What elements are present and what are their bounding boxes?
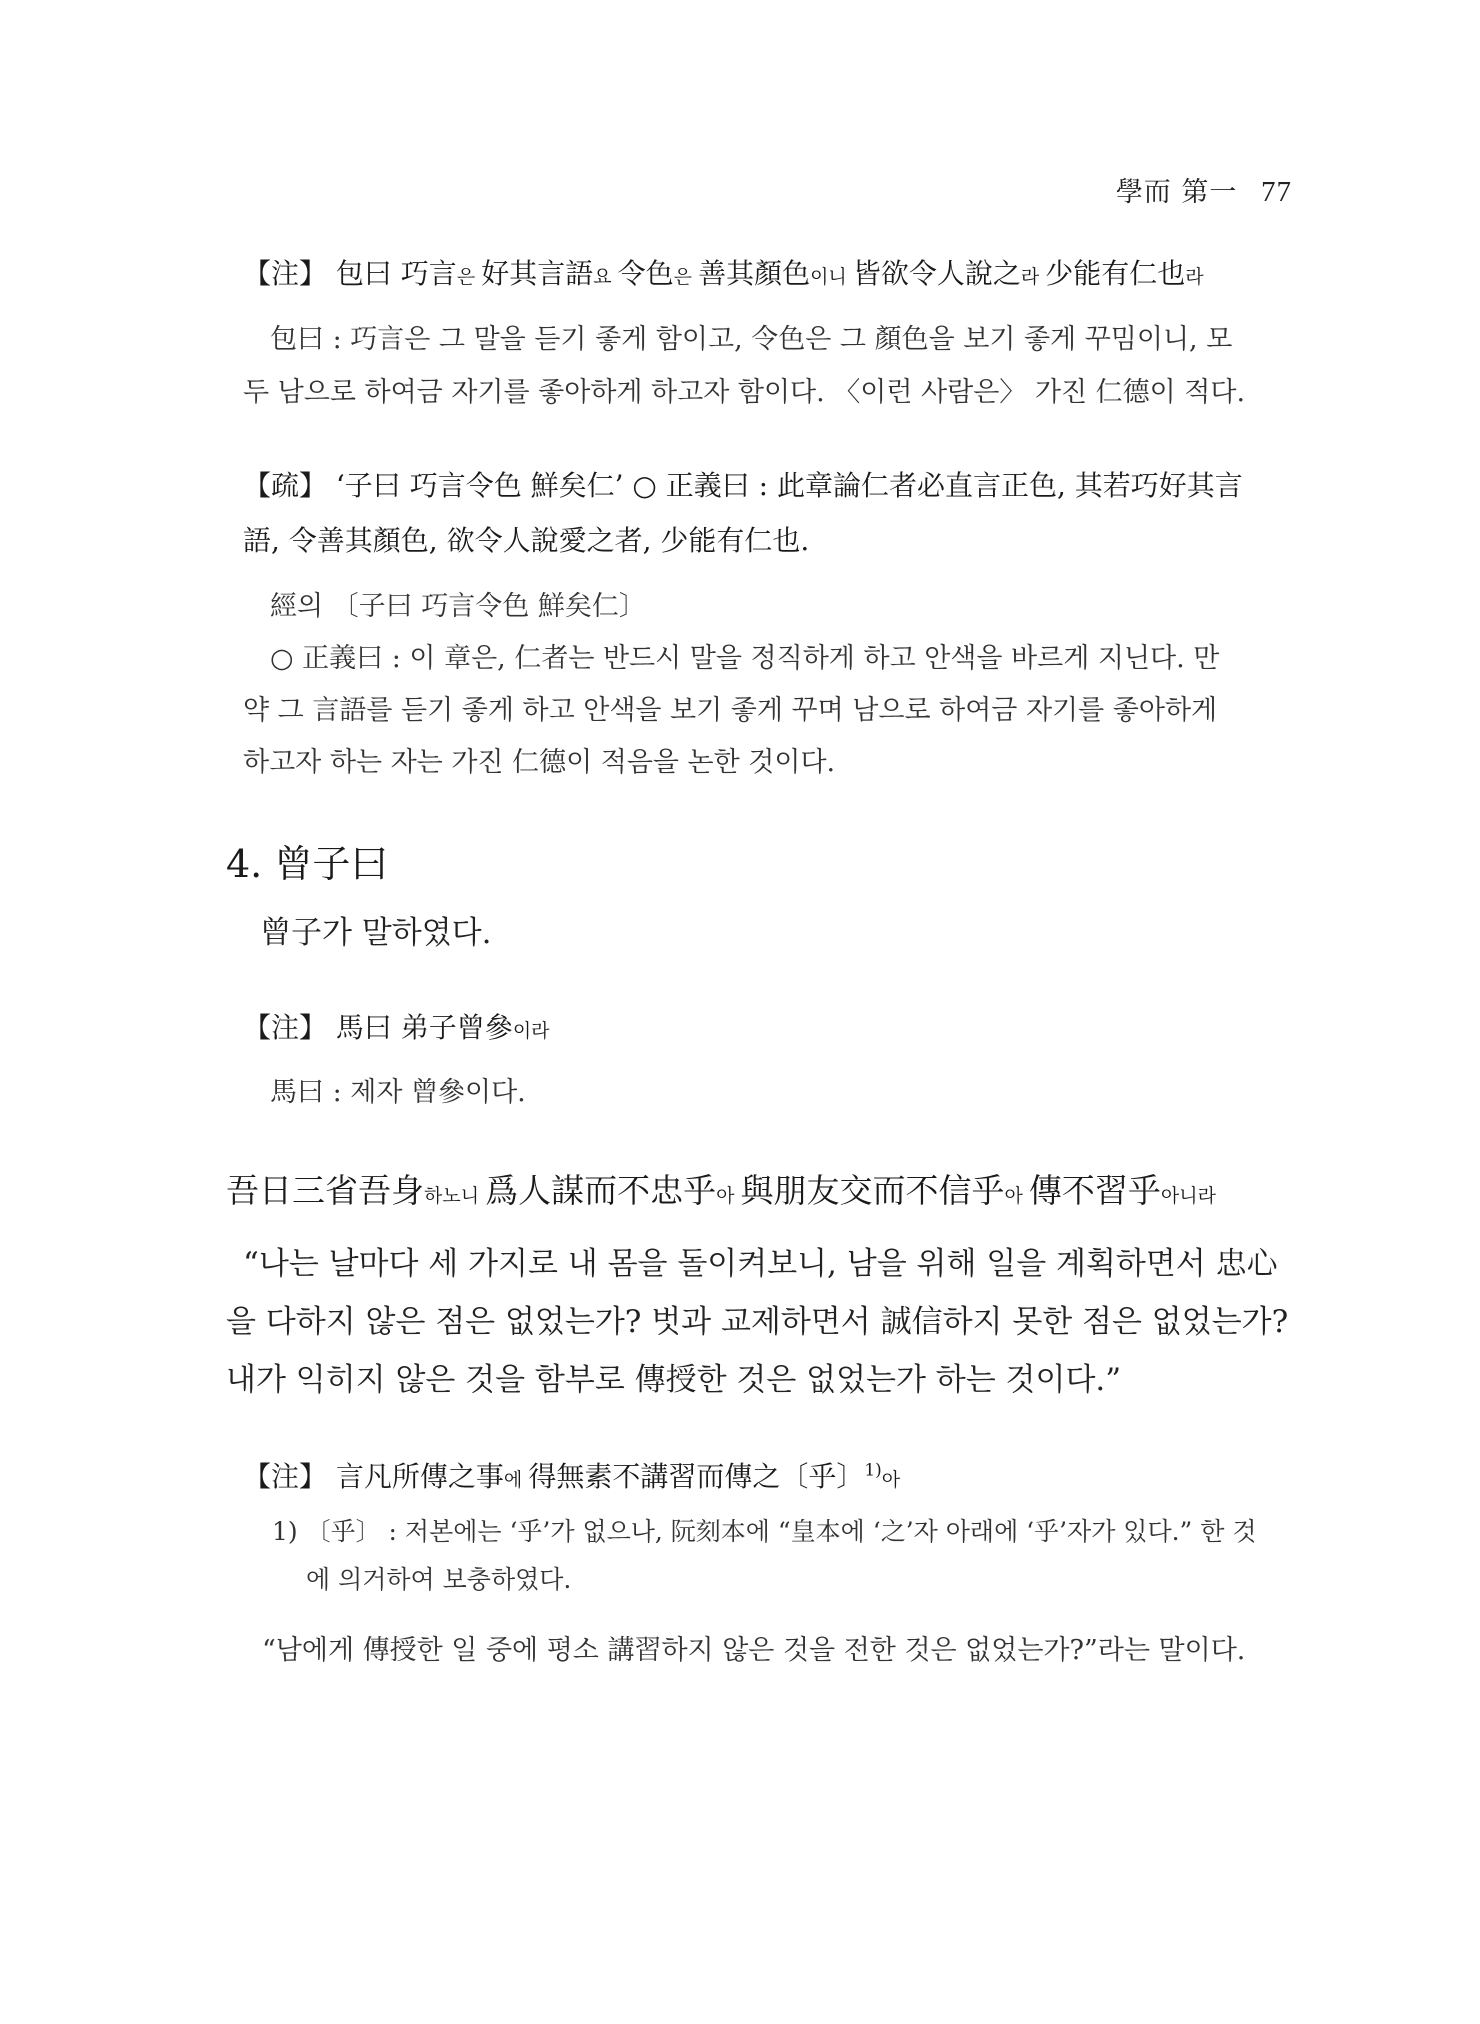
- particle-text: 이라: [512, 1020, 550, 1042]
- annotation-line: [243, 464, 1243, 504]
- text-run: 令色: [617, 257, 674, 290]
- text-run: 【注】 言凡所傳之事: [243, 1460, 504, 1493]
- particle-text: 아: [1004, 1185, 1029, 1207]
- translation-line: [270, 1070, 526, 1109]
- main-translation-line: [226, 1354, 1121, 1399]
- page-number: 77: [1261, 176, 1292, 208]
- translation-line: [243, 370, 1245, 409]
- text-run: 傳不習乎: [1028, 1171, 1161, 1210]
- text-run: 【注】 包曰 巧言: [243, 257, 457, 290]
- text-run: 두 남으로 하여금 자기를 좋아하게 하고자 함이다. 〈이런 사람은〉 가진 仁德이 적다.: [243, 377, 1246, 408]
- text-run: 與朋友交而不信乎: [740, 1171, 1005, 1210]
- text-run: 【注】 馬曰 弟子曾參: [243, 1011, 513, 1044]
- text-run: ○ 正義曰 : 이 章은, 仁者는 반드시 말을 정직하게 하고 안색을 바르게 지닌다. 만: [270, 643, 1220, 674]
- text-run: 【疏】 ‘子曰 巧言令色 鮮矣仁’ ○ 正義曰 : 此章論仁者必直言正色, 其若巧好其言: [243, 469, 1243, 502]
- text-run: 曾子가 말하였다.: [260, 915, 492, 951]
- text-run: 1) 〔乎〕 : 저본에는 ‘乎’가 없으나, 阮刻本에 “皇本에 ‘之’자 아래에 ‘乎’자가 있다.” 한 것: [272, 1517, 1257, 1546]
- annotation-line: [243, 1455, 900, 1495]
- footnote-line: [272, 1512, 1257, 1548]
- section-heading: [226, 833, 388, 888]
- text-run: “남에게 傳授한 일 중에 평소 講習하지 않은 것을 전한 것은 없었는가?”라는 말이다.: [262, 1635, 1246, 1666]
- text-run: 好其言語: [481, 257, 594, 290]
- main-translation-line: [260, 907, 491, 952]
- translation-line: [270, 636, 1219, 675]
- particle-text: 이니: [810, 266, 853, 288]
- annotation-line: [243, 252, 1204, 292]
- particle-text: 아니라: [1160, 1185, 1216, 1207]
- text-run: 吾日三省吾身: [226, 1171, 424, 1210]
- translation-line: [270, 584, 646, 623]
- text-run: 經의 〔子曰 巧言令色 鮮矣仁〕: [270, 591, 646, 622]
- text-run: 馬曰 : 제자 曾參이다.: [270, 1077, 526, 1108]
- translation-line: [243, 688, 1217, 727]
- translation-line: [262, 1628, 1245, 1667]
- particle-text: 아: [716, 1185, 741, 1207]
- text-run: 皆欲令人說之: [852, 257, 1021, 290]
- particle-text: 아: [881, 1469, 901, 1491]
- text-run: 語, 令善其顏色, 欲令人說愛之者, 少能有仁也.: [243, 524, 810, 557]
- footnote-line: [306, 1560, 571, 1596]
- text-run: 내가 익히지 않은 것을 함부로 傳授한 것은 없었는가 하는 것이다.”: [226, 1362, 1122, 1398]
- text-run: 약 그 言語를 듣기 좋게 하고 안색을 보기 좋게 꾸며 남으로 하여금 자기를 좋아하게: [243, 695, 1218, 726]
- particle-text: 은: [673, 266, 699, 288]
- classic-text-line: [226, 1165, 1216, 1212]
- text-run: “나는 날마다 세 가지로 내 몸을 돌이켜보니, 남을 위해 일을 계획하면서 忠心: [243, 1246, 1278, 1282]
- main-translation-line: [226, 1296, 1288, 1341]
- text-run: 에 의거하여 보충하였다.: [306, 1565, 572, 1594]
- particle-text: 라: [1185, 266, 1204, 288]
- translation-line: [243, 740, 835, 779]
- particle-text: 요: [593, 266, 618, 288]
- footnote-ref[interactable]: 1): [864, 1460, 882, 1481]
- text-run: 하고자 하는 자는 가진 仁德이 적음을 논한 것이다.: [243, 747, 836, 778]
- text-run: 得無素不講習而傳之〔乎〕: [528, 1460, 865, 1493]
- text-run: 少能有仁也: [1045, 257, 1186, 290]
- text-run: 包曰 : 巧言은 그 말을 듣기 좋게 함이고, 令色은 그 顏色을 보기 좋게 꾸밈이니, 모: [270, 324, 1233, 355]
- particle-text: 하노니: [424, 1185, 486, 1207]
- annotation-line: [243, 519, 809, 559]
- text-run: 爲人謀而不忠乎: [485, 1171, 717, 1210]
- header-section: 學而 第一: [1115, 177, 1238, 208]
- main-translation-line: [243, 1238, 1278, 1283]
- particle-text: 라: [1020, 266, 1046, 288]
- running-header: [1116, 170, 1292, 209]
- particle-text: 에: [503, 1469, 529, 1491]
- annotation-line: [243, 1006, 550, 1046]
- text-run: 을 다하지 않은 점은 없었는가? 벗과 교제하면서 誠信하지 못한 점은 없었는가?: [226, 1304, 1289, 1340]
- particle-text: 은: [456, 266, 482, 288]
- text-run: 善其顏色: [698, 257, 811, 290]
- translation-line: [270, 317, 1232, 356]
- text-run: 4. 曾子曰: [226, 842, 389, 886]
